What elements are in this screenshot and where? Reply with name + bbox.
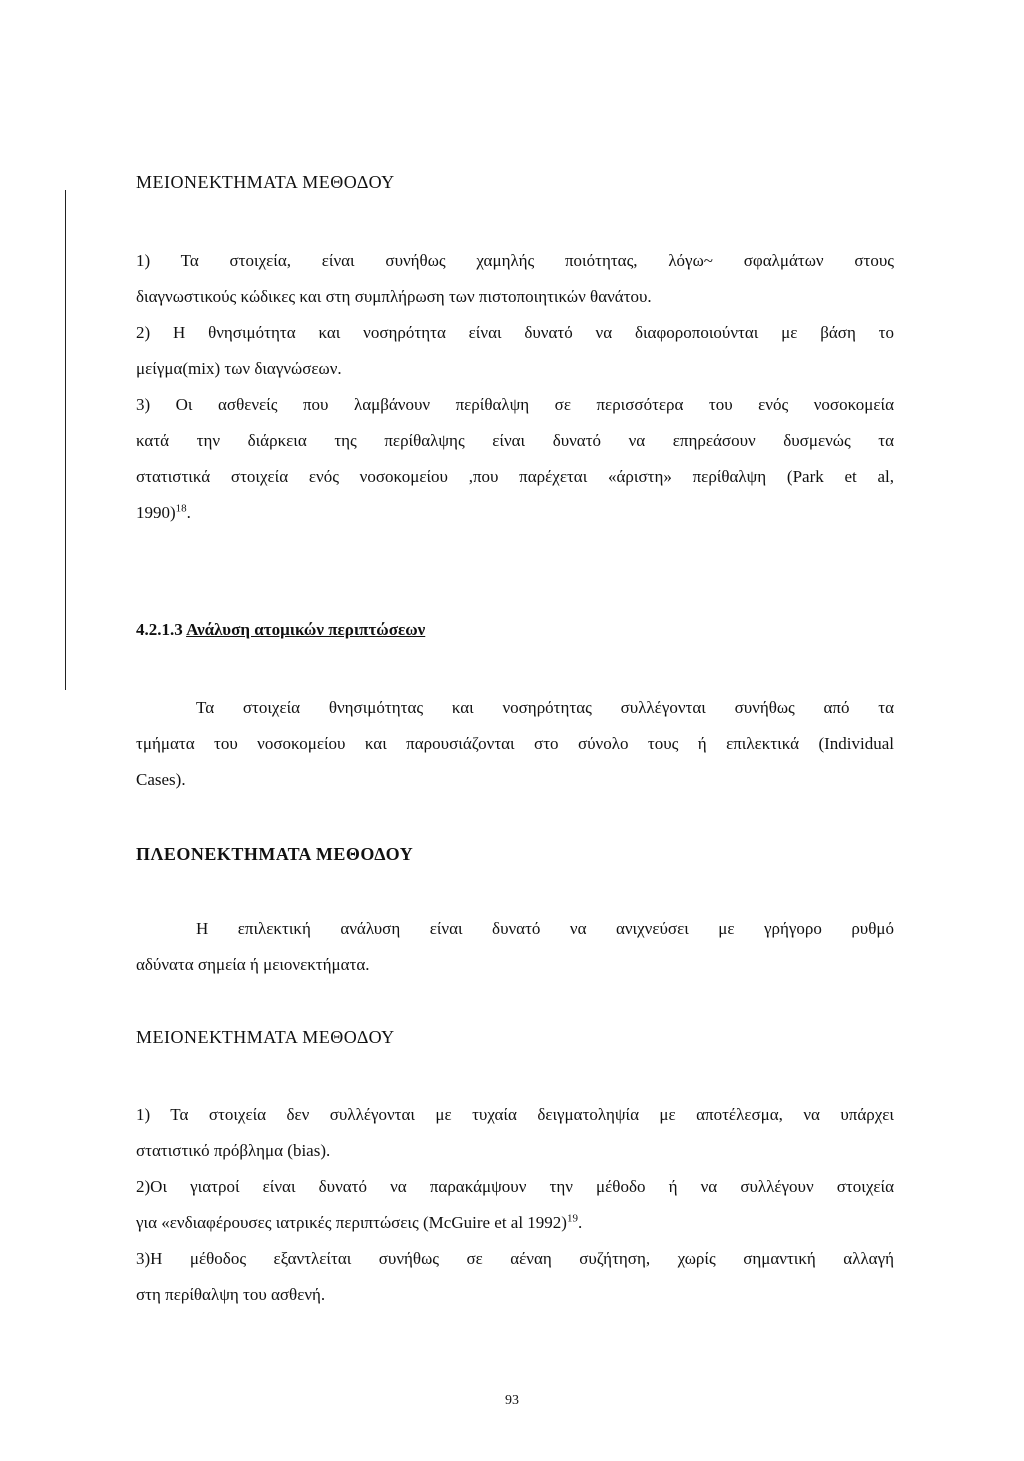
reference-superscript: 19 (566, 1212, 578, 1225)
text-line: 2) Η θνησιμότητα και νοσηρότητα είναι δυνατό να διαφοροποιούνται με βάση το (136, 323, 894, 342)
advantages-paragraph (136, 911, 894, 983)
text-line: 3)Η μέθοδος εξαντλείται συνήθως σε αέναη συζήτηση, χωρίς σημαντική αλλαγή (136, 1249, 894, 1268)
text-line: 2)Οι γιατροί είναι δυνατό να παρακάμψουν την μέθοδο ή να συλλέγουν στοιχεία (136, 1177, 894, 1196)
page-number: 93 (505, 1393, 519, 1408)
text-fragment: 1990) (136, 503, 176, 522)
text-line: Η επιλεκτική ανάλυση είναι δυνατό να ανιχνεύσει με γρήγορο ρυθμό (196, 919, 894, 938)
scan-margin-line (65, 190, 66, 690)
subsection-title: Ανάλυση ατομικών περιπτώσεων (186, 620, 426, 639)
text-fragment: . (577, 1213, 583, 1232)
section-heading-advantages: ΠΛΕΟΝΕΚΤΗΜΑΤΑ ΜΕΘΟΔΟΥ (136, 844, 414, 864)
text-line: στατιστικό πρόβλημα (bias). (136, 1141, 331, 1160)
text-line-with-reference (136, 495, 894, 531)
subsection-heading (136, 620, 425, 640)
text-line: αδύνατα σημεία ή μειονεκτήματα. (136, 955, 370, 974)
reference-superscript: 18 (175, 502, 187, 515)
text-line-with-reference (136, 1205, 894, 1241)
text-line: 1) Τα στοιχεία, είναι συνήθως χαμηλής ποιότητας, λόγω~ σφαλμάτων στους (136, 251, 894, 270)
text-line: στατιστικά στοιχεία ενός νοσοκομείου ,που παρέχεται «άριστη» περίθαλψη (Park et al, (136, 467, 894, 486)
intro-paragraph (136, 690, 894, 798)
subsection-number: 4.2.1.3 (136, 620, 183, 639)
text-line: διαγνωστικούς κώδικες και στη συμπλήρωση των πιστοποιητικών θανάτου. (136, 287, 652, 306)
text-line: 3) Οι ασθενείς που λαμβάνουν περίθαλψη σε περισσότερα του ενός νοσοκομεία (136, 395, 894, 414)
section-heading-disadvantages-1: ΜΕΙΟΝΕΚΤΗΜΑΤΑ ΜΕΘΟΔΟΥ (136, 172, 395, 192)
text-line: μείγμα(mix) των διαγνώσεων. (136, 359, 342, 378)
text-fragment: για «ενδιαφέρουσες ιατρικές περιπτώσεις (McGuire et al 1992) (136, 1213, 567, 1232)
text-line: Τα στοιχεία θνησιμότητας και νοσηρότητας συλλέγονται συνήθως από τα (196, 698, 894, 717)
text-fragment: . (186, 503, 191, 522)
text-line: 1) Τα στοιχεία δεν συλλέγονται με τυχαία δειγματοληψία με αποτέλεσμα, να υπάρχει (136, 1105, 894, 1124)
section-heading-disadvantages-2: ΜΕΙΟΝΕΚΤΗΜΑΤΑ ΜΕΘΟΔΟΥ (136, 1027, 395, 1047)
disadvantages-list-1 (136, 243, 894, 531)
text-line: στη περίθαλψη του ασθενή. (136, 1285, 326, 1304)
text-line: κατά την διάρκεια της περίθαλψης είναι δυνατό να επηρεάσουν δυσμενώς τα (136, 431, 894, 450)
text-line: Cases). (136, 770, 186, 789)
disadvantages-list-2 (136, 1097, 894, 1313)
text-line: τμήματα του νοσοκομείου και παρουσιάζονται στο σύνολο τους ή επιλεκτικά (Individual (136, 734, 894, 753)
